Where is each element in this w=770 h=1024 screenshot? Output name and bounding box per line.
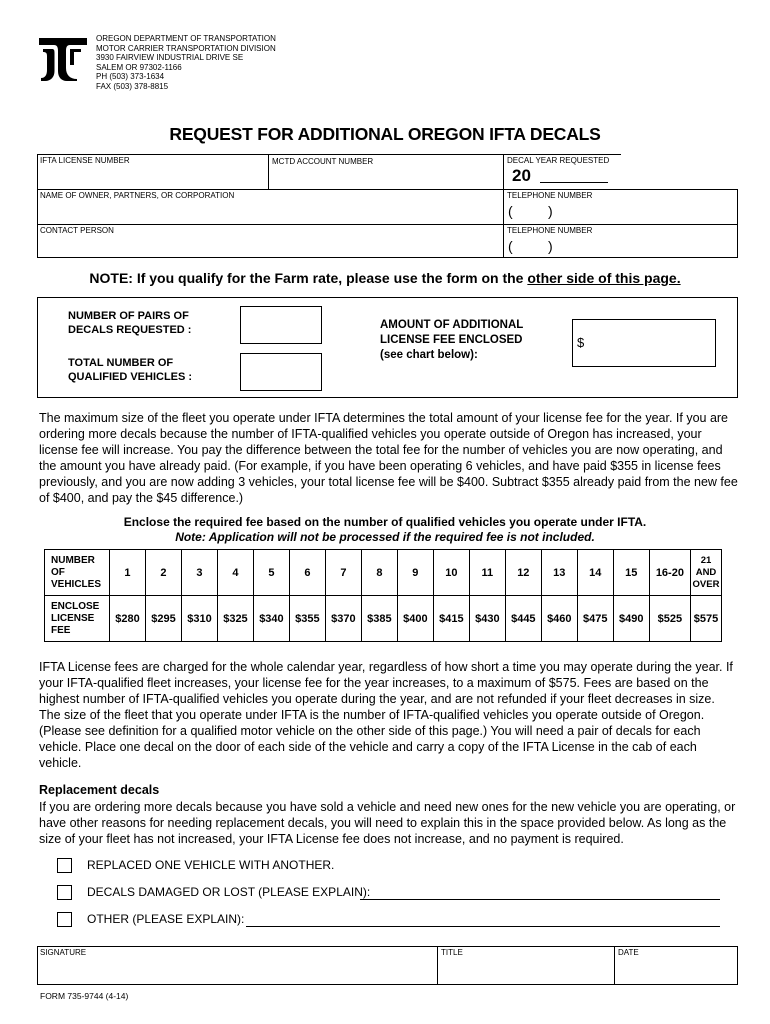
vehicle-count-cell: 8	[361, 550, 397, 596]
vehicle-count-cell: 14	[577, 550, 613, 596]
agency-address	[96, 34, 276, 91]
decal-year-requested-label: DECAL YEAR REQUESTED	[507, 156, 610, 165]
fee-cell: $325	[217, 596, 253, 642]
pairs-requested-input[interactable]	[240, 306, 322, 344]
fee-cell: $415	[433, 596, 469, 642]
total-vehicles-input[interactable]	[240, 353, 322, 391]
vehicle-count-cell: 12	[505, 550, 541, 596]
agency-line: PH (503) 373-1634	[96, 72, 165, 81]
signature-field[interactable]: SIGNATURE	[40, 948, 87, 957]
title-field[interactable]: TITLE	[441, 948, 463, 957]
telephone-input-2[interactable]: ( )	[508, 238, 553, 254]
vehicle-count-cell: 21 AND OVER	[691, 550, 722, 596]
vehicles-row-header: NUMBER OF VEHICLES	[45, 550, 110, 596]
fee-enclosed-label: AMOUNT OF ADDITIONAL LICENSE FEE ENCLOSED (see chart below):	[380, 319, 524, 361]
vehicle-count-cell: 15	[613, 550, 649, 596]
replacement-paragraph: If you are ordering more decals because you have sold a vehicle and need new ones for the new vehicle you are operating, or have other reasons for needing replacement decals, you will need to explain this in the space provided below. As long as the size of your fleet has not increased, your IFTA License fee does not increase, and no payment is required.	[39, 800, 736, 846]
damaged-lost-explanation-input[interactable]	[360, 899, 720, 900]
damaged-lost-checkbox[interactable]	[57, 885, 72, 900]
other-explanation-input[interactable]	[246, 926, 720, 927]
telephone-input-1[interactable]: ( )	[508, 203, 553, 219]
agency-line: MOTOR CARRIER TRANSPORTATION DIVISION	[96, 43, 276, 53]
other-side-link[interactable]: other side of this page.	[527, 270, 681, 286]
fees-row	[45, 596, 722, 642]
fee-cell: $460	[541, 596, 577, 642]
agency-line: SALEM OR 97302-1166	[96, 62, 182, 72]
fee-cell: $400	[397, 596, 433, 642]
odot-logo-icon	[37, 35, 89, 83]
fee-enclosed-input[interactable]	[572, 319, 716, 367]
fee-cell: $370	[325, 596, 361, 642]
decal-year-prefix: 20	[512, 166, 531, 185]
vehicle-count-cell: 6	[289, 550, 325, 596]
fee-cell: $355	[289, 596, 325, 642]
enclose-fee-note: Note: Application will not be processed if the required fee is not included.	[175, 530, 595, 544]
vehicle-count-cell: 11	[469, 550, 505, 596]
agency-line: 3930 FAIRVIEW INDUSTRIAL DRIVE SE	[96, 53, 244, 62]
farm-rate-note: NOTE: If you qualify for the Farm rate, please use the form on the other side of this page.	[89, 270, 681, 286]
fee-cell: $445	[505, 596, 541, 642]
agency-line: OREGON DEPARTMENT OF TRANSPORTATION	[96, 34, 276, 43]
owner-name-field[interactable]: NAME OF OWNER, PARTNERS, OR CORPORATION	[40, 191, 235, 200]
ifta-license-number-field[interactable]: IFTA LICENSE NUMBER	[40, 156, 130, 165]
telephone-number-label-1: TELEPHONE NUMBER	[507, 191, 593, 200]
vehicles-row	[45, 550, 722, 596]
replacement-heading: Replacement decals	[39, 783, 160, 797]
calendar-year-paragraph: IFTA License fees are charged for the whole calendar year, regardless of how short a time you may operate during the year. If your IFTA-qualified fleet increases, your license fee for the year increases, to a maximum of $575. Fees are based on the highest number of IFTA-qualified vehicles you operate during the year, and are not refunded if your fleet decreases in size. The size of the fleet that you operate under IFTA is the number of IFTA-qualified vehicles you operate outside of Oregon. (Please see definition for a qualified motor vehicle on the other side of this page.) You will need a pair of decals for each vehicle. Place one decal on the door of each side of the vehicle and carry a copy of the IFTA License in the cab of each vehicle.	[39, 660, 733, 770]
vehicle-count-cell: 7	[325, 550, 361, 596]
fee-cell: $280	[110, 596, 146, 642]
enclose-fee-instruction: Enclose the required fee based on the number of qualified vehicles you operate under IFTA.	[123, 515, 647, 529]
vehicle-count-cell: 2	[145, 550, 181, 596]
fee-cell: $575	[691, 596, 722, 642]
vehicle-count-cell: 1	[110, 550, 146, 596]
fee-cell: $490	[613, 596, 649, 642]
currency-symbol: $	[577, 335, 585, 350]
decal-year-input[interactable]	[540, 182, 608, 183]
vehicle-count-cell: 4	[217, 550, 253, 596]
damaged-lost-label: DECALS DAMAGED OR LOST (PLEASE EXPLAIN):	[87, 885, 371, 899]
telephone-number-label-2: TELEPHONE NUMBER	[507, 226, 593, 235]
form-number: FORM 735-9744 (4-14)	[40, 991, 129, 1001]
vehicle-count-cell: 13	[541, 550, 577, 596]
fees-row-header: ENCLOSE LICENSE FEE	[45, 596, 110, 642]
fee-cell: $475	[577, 596, 613, 642]
other-label: OTHER (PLEASE EXPLAIN):	[87, 912, 245, 926]
other-checkbox[interactable]	[57, 912, 72, 927]
total-vehicles-label: TOTAL NUMBER OF QUALIFIED VEHICLES :	[68, 357, 193, 383]
vehicle-count-cell: 16-20	[649, 550, 690, 596]
fee-cell: $295	[145, 596, 181, 642]
vehicle-count-cell: 3	[181, 550, 217, 596]
fee-table	[44, 549, 722, 642]
date-field[interactable]: DATE	[618, 948, 639, 957]
fee-cell: $525	[649, 596, 690, 642]
fee-cell: $385	[361, 596, 397, 642]
replaced-vehicle-checkbox[interactable]	[57, 858, 72, 873]
vehicle-count-cell: 10	[433, 550, 469, 596]
fleet-size-paragraph: The maximum size of the fleet you operate under IFTA determines the total amount of your license fee for the year. If you are ordering more decals because the number of IFTA-qualified vehicles you operate outside of Oregon has increased, your license fee will increase. You pay the difference between the total fee for the number of vehicles you are now operating, and the amount you have already paid. (For example, if you have been operating 6 vehicles, and have paid $355 in license fees previously, and you are now adding 3 vehicles, your total license fee will be $400. Subtract $355 already paid from the new fee of $400, and pay the $45 difference.)	[39, 411, 738, 505]
pairs-requested-label: NUMBER OF PAIRS OF DECALS REQUESTED :	[68, 310, 192, 336]
fee-cell: $310	[181, 596, 217, 642]
mctd-account-number-field[interactable]: MCTD ACCOUNT NUMBER	[272, 157, 374, 166]
fee-cell: $430	[469, 596, 505, 642]
contact-person-field[interactable]: CONTACT PERSON	[40, 226, 114, 235]
agency-line: FAX (503) 378-8815	[96, 81, 169, 91]
replaced-vehicle-label: REPLACED ONE VEHICLE WITH ANOTHER.	[87, 858, 335, 872]
form-title: REQUEST FOR ADDITIONAL OREGON IFTA DECALS	[169, 124, 601, 144]
vehicle-count-cell: 5	[253, 550, 289, 596]
vehicle-count-cell: 9	[397, 550, 433, 596]
fee-cell: $340	[253, 596, 289, 642]
